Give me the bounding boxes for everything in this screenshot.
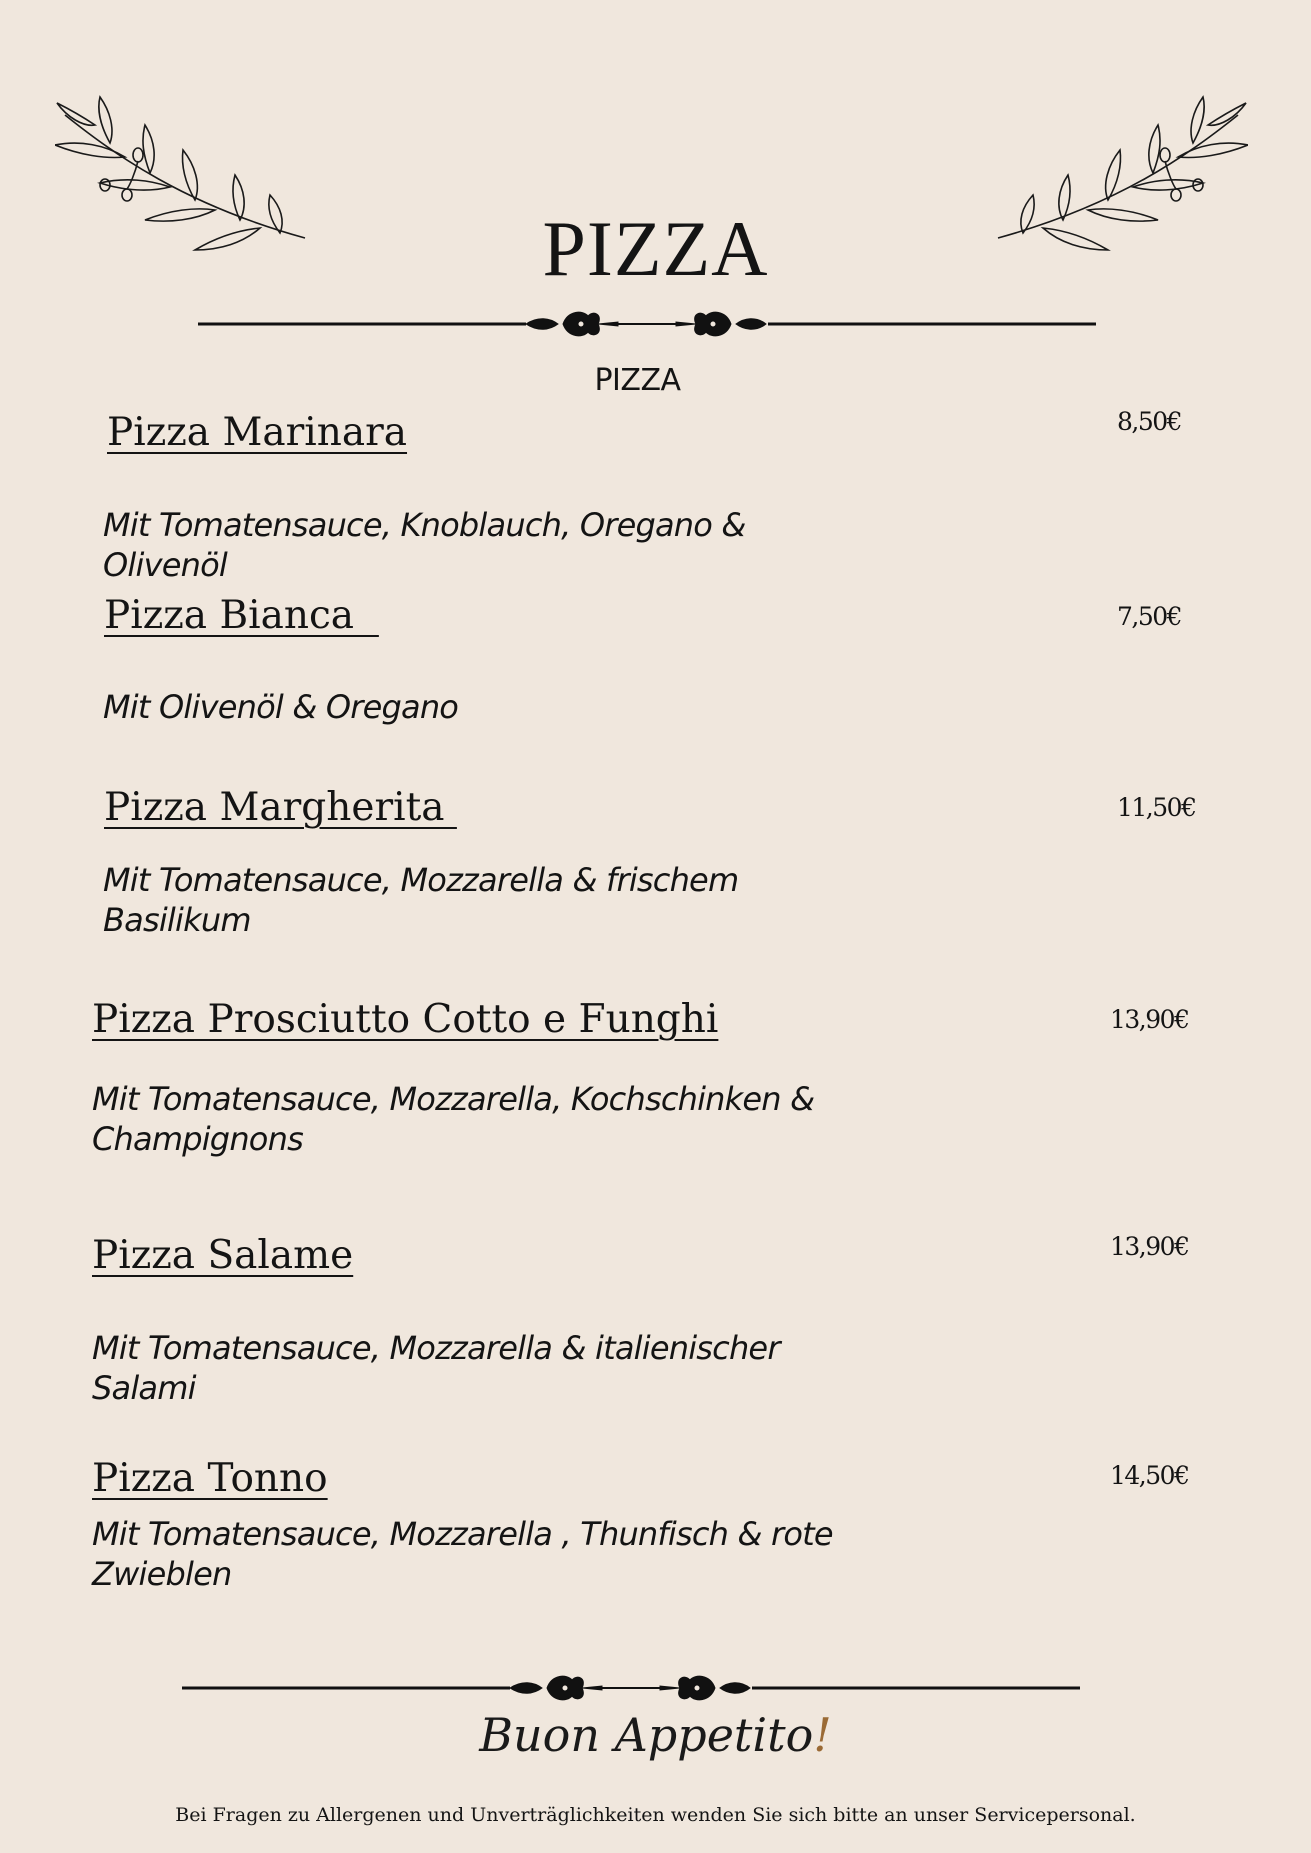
item-name-bianca: Pizza Bianca [104, 593, 379, 638]
item-description-margherita: Mit Tomatensauce, Mozzarella & frischem Basilikum [103, 861, 739, 939]
item-name-marinara: Pizza Marinara [107, 410, 408, 455]
ornamental-divider-icon [182, 1670, 1080, 1706]
item-name-prosciutto-cotto-e-funghi: Pizza Prosciutto Cotto e Funghi [92, 997, 719, 1042]
item-description-salame: Mit Tomatensauce, Mozzarella & italienischer Salami [92, 1329, 780, 1407]
item-price-tonno: 14,50€ [1110, 1461, 1189, 1490]
item-price-marinara: 8,50€ [1117, 407, 1182, 436]
item-price-prosciutto-cotto-e-funghi: 13,90€ [1110, 1005, 1189, 1034]
item-price-margherita: 11,50€ [1117, 793, 1196, 822]
item-price-salame: 13,90€ [1110, 1232, 1189, 1261]
ornamental-divider-icon [198, 306, 1096, 342]
item-description-tonno: Mit Tomatensauce, Mozzarella , Thunfisch & rote Zwieblen [92, 1515, 833, 1593]
section-subtitle: PIZZA [594, 363, 681, 398]
item-description-bianca: Mit Olivenöl & Oregano [103, 688, 459, 726]
item-name-margherita: Pizza Margherita [104, 785, 457, 830]
allergen-note: Bei Fragen zu Allergenen und Unverträglichkeiten wenden Sie sich bitte an unser Servicepersonal. [175, 1804, 1136, 1826]
page-title: PIZZA [542, 205, 769, 292]
item-price-bianca: 7,50€ [1117, 602, 1182, 631]
closing-greeting [0, 1708, 1311, 1762]
item-name-salame: Pizza Salame [92, 1233, 354, 1278]
item-description-marinara: Mit Tomatensauce, Knoblauch, Oregano & Olivenöl [103, 506, 746, 584]
closing-greeting-text: Buon Appetito [479, 1708, 814, 1762]
item-description-prosciutto-cotto-e-funghi: Mit Tomatensauce, Mozzarella, Kochschinken & Champignons [92, 1080, 815, 1158]
closing-greeting-mark: ! [813, 1708, 832, 1762]
item-name-tonno: Pizza Tonno [92, 1456, 328, 1501]
